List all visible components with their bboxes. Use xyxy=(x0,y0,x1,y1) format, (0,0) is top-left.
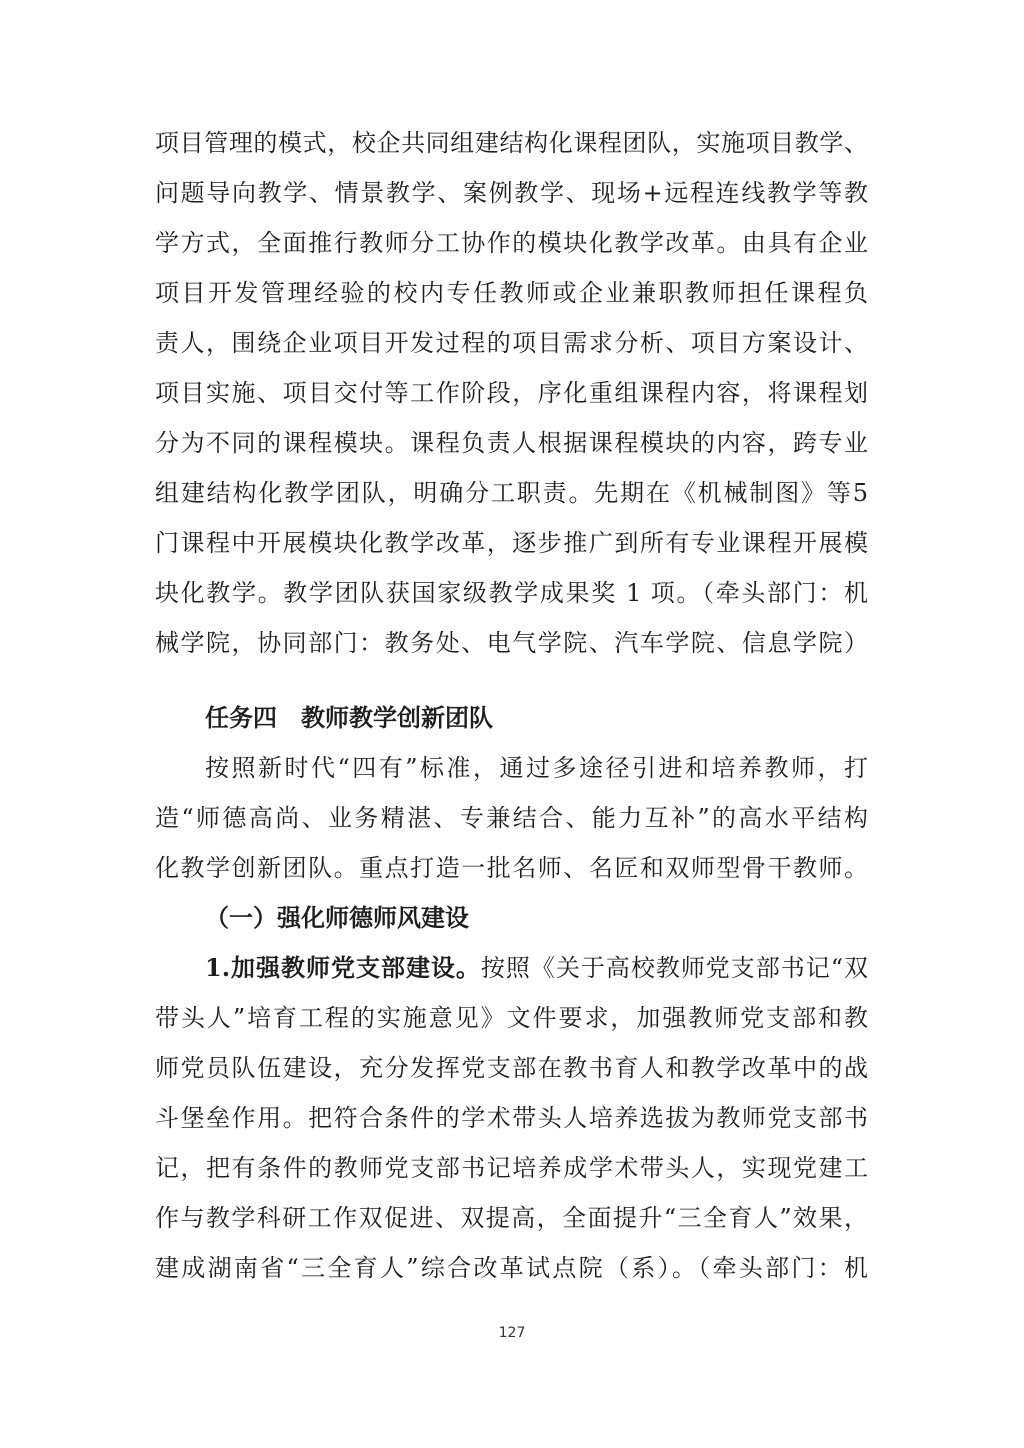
text-line: 带头人”培育工程的实施意见》文件要求，加强教师党支部和教 xyxy=(155,1004,868,1032)
text-line: 块化教学。教学团队获国家级教学成果奖 1 项。（牵头部门：机 xyxy=(155,579,868,607)
text-line: 分为不同的课程模块。课程负责人根据课程模块的内容，跨专业 xyxy=(155,429,868,457)
text-line: 项目管理的模式，校企共同组建结构化课程团队，实施项目教学、 xyxy=(155,129,868,157)
text-line: 项目实施、项目交付等工作阶段，序化重组课程内容，将课程划 xyxy=(155,379,868,407)
paragraph-text: 按照《关于高校教师党支部书记“双 xyxy=(480,954,868,982)
paragraph-lead: 1.加强教师党支部建设。 xyxy=(205,953,481,982)
page-number: 127 xyxy=(498,1325,526,1341)
text-line: 作与教学科研工作双促进、双提高，全面提升“三全育人”效果， xyxy=(155,1204,868,1232)
section-heading: （一）强化师德师风建设 xyxy=(205,904,469,932)
text-line: 问题导向教学、情景教学、案例教学、现场+远程连线教学等教 xyxy=(155,179,868,207)
text-line: 师党员队伍建设，充分发挥党支部在教书育人和教学改革中的战 xyxy=(155,1054,868,1082)
text-line xyxy=(205,953,868,983)
text-line: 造“师德高尚、业务精湛、专兼结合、能力互补”的高水平结构 xyxy=(155,804,868,832)
text-line: 按照新时代“四有”标准，通过多途径引进和培养教师，打 xyxy=(205,754,868,782)
text-line: 门课程中开展模块化教学改革，逐步推广到所有专业课程开展模 xyxy=(155,529,868,557)
text-line: 组建结构化教学团队，明确分工职责。先期在《机械制图》等5 xyxy=(155,479,868,507)
text-line: 械学院，协同部门：教务处、电气学院、汽车学院、信息学院） xyxy=(155,629,868,657)
text-line: 建成湖南省“三全育人”综合改革试点院（系）。（牵头部门：机 xyxy=(155,1254,868,1282)
text-line: 学方式，全面推行教师分工协作的模块化教学改革。由具有企业 xyxy=(155,229,868,257)
text-line: 责人，围绕企业项目开发过程的项目需求分析、项目方案设计、 xyxy=(155,329,868,357)
text-line: 化教学创新团队。重点打造一批名师、名匠和双师型骨干教师。 xyxy=(155,854,868,882)
task-heading: 任务四 教师教学创新团队 xyxy=(205,703,493,732)
text-line: 斗堡垒作用。把符合条件的学术带头人培养选拔为教师党支部书 xyxy=(155,1104,868,1132)
text-line: 记，把有条件的教师党支部书记培养成学术带头人，实现党建工 xyxy=(155,1154,868,1182)
text-line: 项目开发管理经验的校内专任教师或企业兼职教师担任课程负 xyxy=(155,279,868,307)
